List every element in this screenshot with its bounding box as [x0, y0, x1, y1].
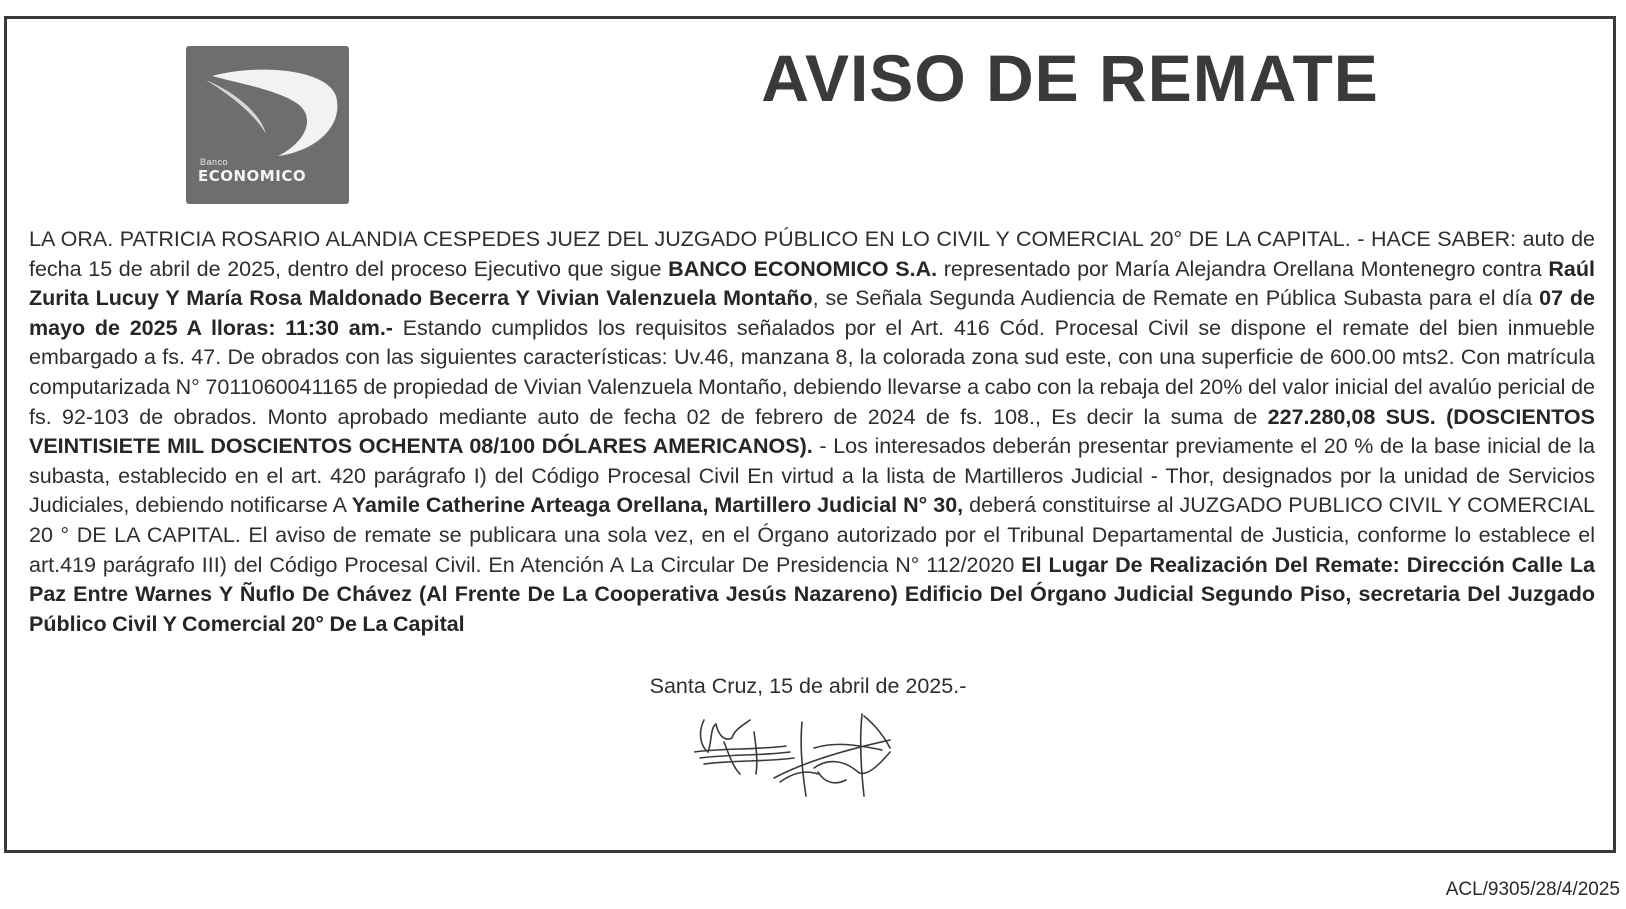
- logo-name: ECONOMICO: [198, 167, 307, 185]
- place-date: Santa Cruz, 15 de abril de 2025.-: [649, 674, 967, 698]
- notice-body-bold-run: El Lugar De Realización Del Remate: Dirección Calle La Paz Entre Warnes Y Ñuflo De Chávez (Al Frente De La Cooperativa Jesús Nazareno) Edificio Del Órgano Judicial Segundo Piso, secretaria Del Juzgado Público Civil Y Comercial 20° De La Capital: [29, 552, 1595, 636]
- notice-body-bold-run: BANCO ECONOMICO S.A.: [668, 256, 938, 281]
- notice-title: AVISO DE REMATE: [761, 41, 1379, 115]
- signature-icon: [694, 712, 894, 807]
- notice-body-run: - Los interesados deberán presentar previamente el 20 % de la base inicial de la subasta, establecido en el art. 420 parágrafo I) del Código Procesal Civil En virtud a la lista de Martilleros Judicial - Thor, designados por la unidad de Servicios Judiciales, debiendo notificarse A: [29, 434, 1595, 518]
- notice-body-bold-run: Yamile Catherine Arteaga Orellana, Martillero Judicial N° 30,: [351, 493, 964, 518]
- notice-body-run: deberá constituirse al JUZGADO PUBLICO CIVIL Y COMERCIAL 20 ° DE LA CAPITAL. El aviso de remate se publicara una sola vez, en el Órgano autorizado por el Tribunal Departamental de Justicia, conforme lo establece el art.419 parágrafo III) del Código Procesal Civil. En Atención A La Circular De Presidencia N° 112/2020: [29, 493, 1596, 577]
- logo-small-text: Banco: [200, 157, 229, 167]
- notice-body-bold-run: 227.280,08 SUS. (DOSCIENTOS VEINTISIETE MIL DOSCIENTOS OCHENTA 08/100 DÓLARES AMERICANOS).: [29, 404, 1595, 459]
- notice-body-bold-run: Raúl Zurita Lucuy Y María Rosa Maldonado Becerra Y Vivian Valenzuela Montaño: [29, 256, 1595, 311]
- bank-logo: [186, 46, 349, 204]
- notice-body-bold-run: 07 de mayo de 2025 A lloras: 11:30 am.-: [29, 286, 1596, 340]
- notice-body: [29, 225, 1595, 639]
- notice-body-run: LA ORA. PATRICIA ROSARIO ALANDIA CESPEDES JUEZ DEL JUZGADO PÚBLICO EN LO CIVIL Y COMERCIAL 20° DE LA CAPITAL. - HACE SABER: auto de fecha 15 de abril de 2025, dentro del proceso Ejecutivo que sigue: [29, 227, 1595, 281]
- notice-body-run: Estando cumplidos los requisitos señalados por el Art. 416 Cód. Procesal Civil se dispone el remate del bien inmueble embargado a fs. 47. De obrados con las siguientes características: Uv.46, manzana 8, la colorada zona sud este, con una superficie de 600.00 mts2. Con matrícula computarizada N° 7011060041165 de propiedad de Vivian Valenzuela Montaño, debiendo llevarse a cabo con la rebaja del 20% del valor inicial del avalúo pericial de fs. 92-103 de obrados. Monto aprobado mediante auto de fecha 02 de febrero de 2024 de fs. 108., Es decir la suma de: [29, 315, 1595, 429]
- notice-body-run: representado por María Alejandra Orellana Montenegro contra: [937, 256, 1549, 281]
- notice-body-run: , se Señala Segunda Audiencia de Remate en Pública Subasta para el día: [812, 286, 1540, 311]
- publication-code: ACL/9305/28/4/2025: [1445, 879, 1620, 900]
